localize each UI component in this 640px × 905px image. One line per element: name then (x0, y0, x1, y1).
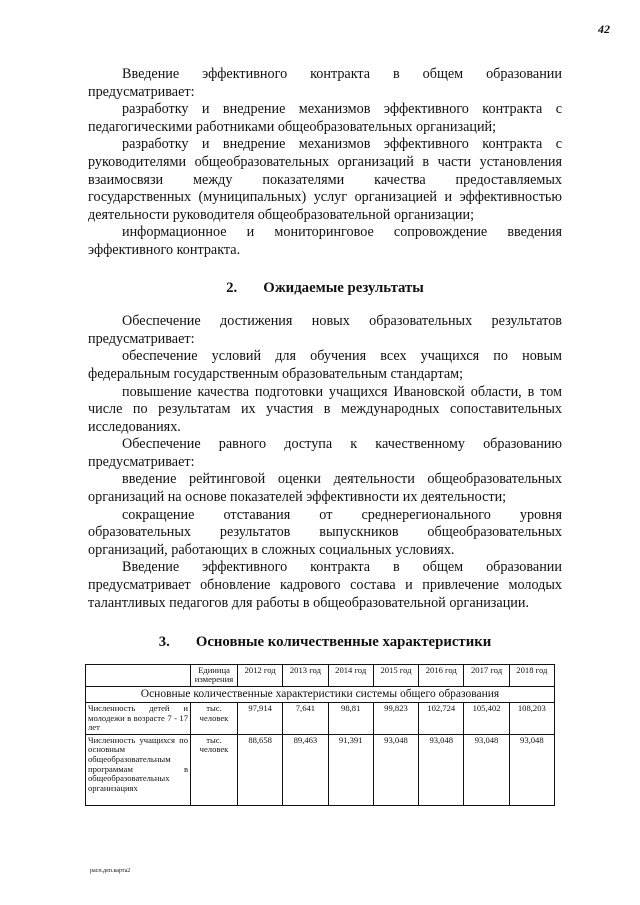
table-row-unit: тыс. человек (191, 703, 238, 735)
table-cell: 97,914 (238, 703, 283, 735)
footer-filename: расп.деп.карта2 (90, 868, 131, 874)
section-3-title: Основные количественные характеристики (195, 634, 492, 651)
table-cell: 93,048 (509, 734, 554, 805)
table-cell: 89,463 (283, 734, 328, 805)
table-row (86, 734, 555, 805)
table-cell: 99,823 (373, 703, 418, 735)
table-cell: 98,81 (328, 703, 373, 735)
section-2-title: Ожидаемые результаты (263, 279, 424, 296)
table-header-year: 2014 год (328, 664, 373, 686)
table-header-row (86, 664, 555, 686)
table-header-year: 2017 год (464, 664, 509, 686)
table-span-row (86, 687, 555, 703)
table-cell: 91,391 (328, 734, 373, 805)
section-2-paragraph: Введение эффективного контракта в общем образовании предусматривает обновление кадрового состава и привлечение молодых талантливых педагогов для работы в общеобразовательной организации. (88, 559, 562, 611)
table-span-title: Основные количественные характеристики системы общего образования (86, 687, 555, 703)
table-cell: 108,203 (509, 703, 554, 735)
table-cell: 105,402 (464, 703, 509, 735)
table-header-year: 2012 год (238, 664, 283, 686)
page-number: 42 (598, 22, 610, 36)
document-body (88, 66, 562, 806)
section-3-heading (88, 634, 562, 652)
characteristics-table (85, 664, 555, 806)
intro-item: разработку и внедрение механизмов эффективного контракта с руководителями общеобразовательных организаций в части установления взаимосвязи между показателями качества предоставляемых государственных (муниципальных) услуг организацией и эффективностью деятельности руководителя общеобразовательной организации; (88, 136, 562, 223)
table-row-unit: тыс. человек (191, 734, 238, 805)
table-header-year: 2016 год (419, 664, 464, 686)
section-2-paragraph: Обеспечение достижения новых образовательных результатов предусматривает: (88, 313, 562, 347)
section-2-heading (88, 280, 562, 298)
section-2-paragraph: повышение качества подготовки учащихся Ивановской области, в том числе по результатам их участия в международных сопоставительных исследованиях. (88, 383, 562, 435)
table-header-unit: Единица измерения (191, 664, 238, 686)
section-2-paragraph: сокращение отставания от среднерегионального уровня образовательных результатов выпускников общеобразовательных организаций, работающих в сложных социальных условиях. (88, 506, 562, 558)
table-cell: 93,048 (373, 734, 418, 805)
table-cell: 93,048 (464, 734, 509, 805)
table-header-year: 2013 год (283, 664, 328, 686)
section-2-paragraph: Обеспечение равного доступа к качественному образованию предусматривает: (88, 436, 562, 470)
table-cell: 102,724 (419, 703, 464, 735)
table-cell: 93,048 (419, 734, 464, 805)
section-2-number: 2. (226, 279, 238, 296)
table-header-year: 2015 год (373, 664, 418, 686)
intro-lead: Введение эффективного контракта в общем образовании предусматривает: (88, 66, 562, 100)
section-2-paragraph: обеспечение условий для обучения всех учащихся по новым федеральным государственным образовательным стандартам; (88, 348, 562, 382)
table-header-year: 2018 год (509, 664, 554, 686)
section-2-paragraph: введение рейтинговой оценки деятельности общеобразовательных организаций на основе показателей эффективности их деятельности; (88, 471, 562, 506)
table-row-label: Численность детей и молодежи в возрасте 7 - 17 лет (86, 703, 191, 735)
intro-item: разработку и внедрение механизмов эффективного контракта с педагогическими работниками общеобразовательных организаций; (88, 101, 562, 135)
table-cell: 7,641 (283, 703, 328, 735)
intro-item: информационное и мониторинговое сопровождение введения эффективного контракта. (88, 224, 562, 258)
table-header-empty (86, 664, 191, 686)
table-row-label: Численность учащихся по основным общеобразовательным программам в общеобразовательных организациях (86, 734, 191, 805)
table-cell: 88,658 (238, 734, 283, 805)
section-3-number: 3. (158, 634, 170, 651)
table-row (86, 703, 555, 735)
